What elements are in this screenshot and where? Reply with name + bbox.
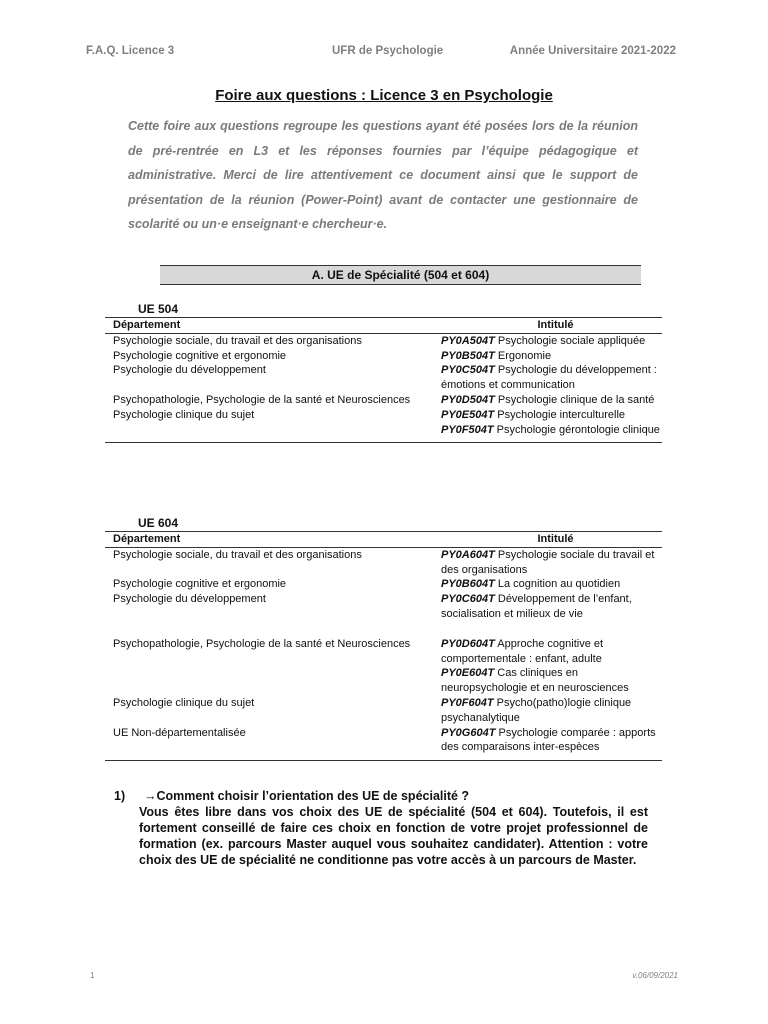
ue-code: PY0B604T [441,578,495,591]
intitule-cell [441,666,662,696]
ue-name: Psychologie interculturelle [494,408,626,421]
ue604-table [105,531,662,761]
ue-code: PY0A504T [441,334,495,347]
ue-name: Psychologie clinique de la santé [494,393,655,406]
table-header-row [105,318,662,334]
ue-code: PY0D604T [441,637,495,650]
table-row [105,408,662,423]
intitule-cell [441,349,662,364]
col-intitule: Intitulé [441,318,662,334]
dept-cell: UE Non-départementalisée [105,726,441,761]
table-row [105,363,662,393]
intitule-cell [441,363,662,393]
page-title: Foire aux questions : Licence 3 en Psychologie [215,87,553,104]
col-intitule: Intitulé [441,532,662,548]
table-row [105,696,662,726]
dept-cell: Psychologie sociale, du travail et des organisations [113,548,362,561]
table-row [105,577,662,592]
ue-code: PY0E604T [441,667,495,680]
table-row [105,349,662,364]
ue-name: Cas cliniques en neuropsychologie et en neurosciences [441,667,629,695]
dept-cell: Psychologie clinique du sujet [113,696,255,709]
dept-cell: Psychologie cognitive et ergonomie [113,349,287,362]
dept-cell: Psychopathologie, Psychologie de la santé et Neurosciences [113,637,411,650]
table-row [105,666,662,696]
ue-name: Psychologie comparée : apports des comparaisons inter-espèces [441,726,656,754]
header-center: UFR de Psychologie [332,45,444,57]
table-row [105,423,662,443]
dept-cell: Psychologie cognitive et ergonomie [113,578,287,591]
ue-code: PY0F604T [441,696,494,709]
ue-name: Ergonomie [494,349,552,362]
col-departement: Département [105,318,441,334]
dept-cell: Psychologie du développement [113,593,266,606]
question-1 [114,788,648,868]
ue-name: La cognition au quotidien [494,578,621,591]
ue-name: Psychologie du développement : émotions et communication [441,364,657,392]
intitule-cell [441,696,662,726]
ue-code: PY0G604T [441,726,496,739]
dept-cell: Psychologie du développement [113,364,266,377]
dept-cell: Psychopathologie, Psychologie de la santé et Neurosciences [113,393,411,406]
intitule-cell [441,726,662,761]
intitule-cell [441,637,662,667]
intitule-cell [441,547,662,577]
ue-name: Psychologie gérontologie clinique [493,423,660,436]
header-right: Année Universitaire 2021-2022 [509,45,676,57]
dept-cell [105,666,441,696]
ue-name: Développement de l’enfant, socialisation et milieux de vie [441,593,632,620]
section-heading: A. UE de Spécialité (504 et 604) [160,265,641,285]
page-number: 1 [90,971,95,980]
intitule-cell [441,423,662,443]
ue504-label: UE 504 [138,302,179,316]
header-left: F.A.Q. Licence 3 [86,45,175,57]
question-title [114,788,648,804]
col-departement: Département [105,532,441,548]
table-row [105,592,662,637]
ue-name: Psychologie sociale appliquée [494,334,646,347]
table-row [105,637,662,667]
ue604-label: UE 604 [138,516,179,530]
intitule-cell [441,333,662,348]
question-title-text: Comment choisir l’orientation des UE de spécialité ? [156,789,470,803]
table-row [105,726,662,761]
ue-code: PY0F504T [441,423,494,436]
ue-name: Approche cognitive et comportementale : enfant, adulte [441,637,604,665]
question-answer: Vous êtes libre dans vos choix des UE de spécialité (504 et 604). Toutefois, il est fortement conseillé de faire ces choix en fonction de votre projet professionnel de formation (ex. parcours Master auquel vous souhaitez candidater). Attention : votre choix des UE de spécialité ne conditionne pas votre accès à un parcours de Master. [139,805,648,867]
dept-cell [105,423,441,443]
ue-code: PY0C504T [441,364,495,377]
dept-cell: Psychologie clinique du sujet [113,408,255,421]
ue-code: PY0B504T [441,349,495,362]
ue-code: PY0C604T [441,593,495,606]
table-row [105,393,662,408]
ue-code: PY0E504T [441,408,495,421]
question-number: 1) [114,789,126,803]
arrow-icon: → [144,789,157,803]
intitule-cell [441,408,662,423]
table-header-row [105,532,662,548]
ue504-table [105,317,662,443]
table-row [105,547,662,577]
ue-code: PY0D504T [441,393,495,406]
ue-code: PY0A604T [441,548,495,561]
intro-paragraph: Cette foire aux questions regroupe les questions ayant été posées lors de la réunion de pré-rentrée en L3 et les réponses fournies par l’équipe pédagogique et administrative. Merci de lire attentivement ce document ainsi que le support de présentation de la réunion (Power-Point) avant de contacter une gestionnaire de scolarité ou un·e enseignant·e chercheur·e. [128,119,638,231]
intitule-cell [441,393,662,408]
intitule-cell [441,577,662,592]
ue-name: Psychologie sociale du travail et des organisations [441,548,655,576]
intitule-cell [441,592,662,637]
ue-name: Psycho(patho)logie clinique psychanalytique [441,696,632,724]
version-date: v.06/09/2021 [632,971,678,980]
dept-cell: Psychologie sociale, du travail et des organisations [113,334,362,347]
table-row [105,333,662,348]
